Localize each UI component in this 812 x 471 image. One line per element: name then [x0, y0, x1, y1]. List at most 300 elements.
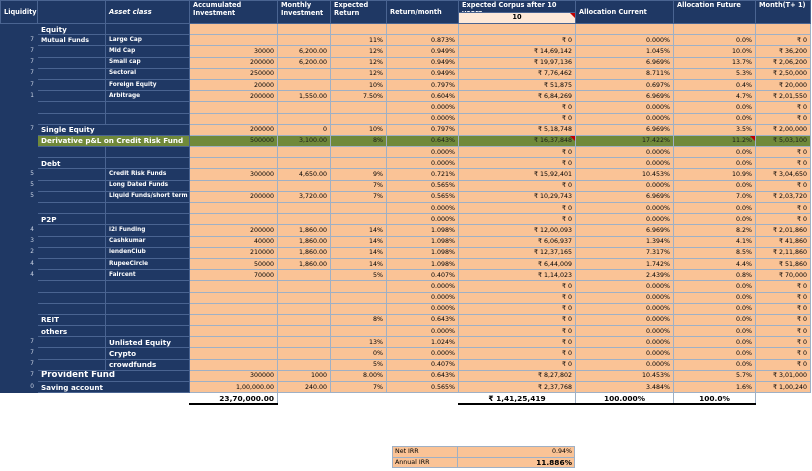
- expected-return-cell[interactable]: 14%: [331, 236, 387, 247]
- allocation-future-cell[interactable]: 0.0%: [674, 314, 756, 325]
- expected-return-cell[interactable]: 7%: [331, 191, 387, 202]
- allocation-current-cell[interactable]: 0.000%: [576, 214, 674, 225]
- corpus-cell[interactable]: ₹ 1,14,023: [459, 270, 576, 281]
- asset-class-header[interactable]: Asset class: [106, 1, 190, 24]
- expected-return-cell[interactable]: [331, 24, 387, 35]
- month-t1-cell[interactable]: ₹ 70,000: [756, 270, 811, 281]
- allocation-future-cell[interactable]: 8.5%: [674, 247, 756, 258]
- expected-return-cell[interactable]: [331, 214, 387, 225]
- allocation-current-cell[interactable]: [576, 24, 674, 35]
- allocation-current-cell[interactable]: 2.439%: [576, 270, 674, 281]
- asset-cell[interactable]: [106, 314, 190, 325]
- return-month-cell[interactable]: 0.643%: [387, 135, 459, 146]
- month-t1-cell[interactable]: ₹ 51,860: [756, 258, 811, 269]
- monthly-cell[interactable]: 1,550.00: [278, 91, 331, 102]
- monthly-cell[interactable]: 0: [278, 124, 331, 135]
- return-month-cell[interactable]: 0.407%: [387, 270, 459, 281]
- asset-cell[interactable]: Long Dated Funds: [106, 180, 190, 191]
- corpus-cell[interactable]: ₹ 0: [459, 303, 576, 314]
- liquidity-cell[interactable]: 7: [1, 79, 38, 90]
- category-cell[interactable]: [38, 68, 106, 79]
- month-t1-cell[interactable]: ₹ 0: [756, 314, 811, 325]
- liquidity-cell[interactable]: 2: [1, 247, 38, 258]
- expected-return-cell[interactable]: 12%: [331, 57, 387, 68]
- accumulated-cell[interactable]: [190, 24, 278, 35]
- allocation-future-cell[interactable]: 13.7%: [674, 57, 756, 68]
- liquidity-cell[interactable]: 5: [1, 191, 38, 202]
- accumulated-cell[interactable]: [190, 158, 278, 169]
- accumulated-cell[interactable]: [190, 348, 278, 359]
- asset-cell[interactable]: Foreign Equity: [106, 79, 190, 90]
- liquidity-cell[interactable]: [1, 214, 38, 225]
- asset-cell[interactable]: Arbitrage: [106, 91, 190, 102]
- expected-return-cell[interactable]: 9%: [331, 169, 387, 180]
- liquidity-cell[interactable]: [1, 158, 38, 169]
- liquidity-cell[interactable]: 7: [1, 348, 38, 359]
- allocation-future-cell[interactable]: 0.0%: [674, 35, 756, 46]
- liquidity-cell[interactable]: [1, 147, 38, 158]
- liquidity-cell[interactable]: 4: [1, 225, 38, 236]
- accumulated-cell[interactable]: 210000: [190, 247, 278, 258]
- allocation-future-cell[interactable]: 1.6%: [674, 382, 756, 393]
- allocation-current-cell[interactable]: 1.742%: [576, 258, 674, 269]
- category-cell[interactable]: [38, 180, 106, 191]
- asset-cell[interactable]: Faircent: [106, 270, 190, 281]
- expected-return-cell[interactable]: 12%: [331, 46, 387, 57]
- expected-return-cell[interactable]: 10%: [331, 124, 387, 135]
- allocation-future-cell[interactable]: 0.0%: [674, 113, 756, 124]
- month-t1-cell[interactable]: ₹ 0: [756, 359, 811, 370]
- category-cell[interactable]: [38, 236, 106, 247]
- return-month-cell[interactable]: 0.000%: [387, 348, 459, 359]
- monthly-cell[interactable]: [278, 359, 331, 370]
- return-month-cell[interactable]: 0.000%: [387, 326, 459, 337]
- category-cell[interactable]: [38, 303, 106, 314]
- corpus-cell[interactable]: ₹ 0: [459, 314, 576, 325]
- corpus-cell[interactable]: ₹ 0: [459, 359, 576, 370]
- allocation-current-cell[interactable]: 0.000%: [576, 113, 674, 124]
- allocation-future-cell[interactable]: 0.0%: [674, 326, 756, 337]
- return-month-cell[interactable]: 0.407%: [387, 359, 459, 370]
- monthly-cell[interactable]: [278, 68, 331, 79]
- monthly-cell[interactable]: [278, 79, 331, 90]
- accumulated-cell[interactable]: [190, 281, 278, 292]
- accumulated-cell[interactable]: [190, 359, 278, 370]
- category-cell[interactable]: Mutual Funds: [38, 35, 106, 46]
- asset-cell[interactable]: [106, 214, 190, 225]
- month-t1-cell[interactable]: ₹ 0: [756, 281, 811, 292]
- allocation-future-cell[interactable]: 0.8%: [674, 270, 756, 281]
- category-cell[interactable]: Derivative p&L on Credit Risk Fund: [38, 135, 190, 146]
- asset-cell[interactable]: Crypto: [106, 348, 190, 359]
- return-month-cell[interactable]: 0.565%: [387, 180, 459, 191]
- month-t1-cell[interactable]: ₹ 20,000: [756, 79, 811, 90]
- allocation-future-cell[interactable]: 10.9%: [674, 169, 756, 180]
- monthly-cell[interactable]: 4,650.00: [278, 169, 331, 180]
- monthly-cell[interactable]: 1,860.00: [278, 247, 331, 258]
- monthly-cell[interactable]: [278, 180, 331, 191]
- accumulated-cell[interactable]: [190, 203, 278, 214]
- allocation-future-cell[interactable]: 0.0%: [674, 147, 756, 158]
- expected-return-cell[interactable]: [331, 303, 387, 314]
- accumulated-cell[interactable]: [190, 326, 278, 337]
- asset-cell[interactable]: [106, 102, 190, 113]
- liquidity-cell[interactable]: 7: [1, 359, 38, 370]
- allocation-future-cell[interactable]: 0.0%: [674, 102, 756, 113]
- category-cell[interactable]: others: [38, 326, 106, 337]
- asset-cell[interactable]: [106, 203, 190, 214]
- return-month-cell[interactable]: 0.565%: [387, 382, 459, 393]
- category-cell[interactable]: [38, 247, 106, 258]
- accumulated-cell[interactable]: 40000: [190, 236, 278, 247]
- month-t1-cell[interactable]: ₹ 0: [756, 348, 811, 359]
- return-month-cell[interactable]: 1.098%: [387, 236, 459, 247]
- allocation-current-cell[interactable]: 3.484%: [576, 382, 674, 393]
- asset-cell[interactable]: Large Cap: [106, 35, 190, 46]
- category-cell[interactable]: [38, 113, 106, 124]
- return-month-cell[interactable]: 0.000%: [387, 102, 459, 113]
- total-allocation-future-cell[interactable]: 100.0%: [674, 393, 756, 405]
- return-month-cell[interactable]: 0.000%: [387, 303, 459, 314]
- liquidity-cell[interactable]: 7: [1, 35, 38, 46]
- category-cell[interactable]: [38, 57, 106, 68]
- liquidity-header[interactable]: Liquidity: [1, 1, 38, 24]
- monthly-cell[interactable]: 6,200.00: [278, 57, 331, 68]
- expected-return-cell[interactable]: 8%: [331, 135, 387, 146]
- category-cell[interactable]: [38, 91, 106, 102]
- expected-return-cell[interactable]: 14%: [331, 258, 387, 269]
- allocation-future-cell[interactable]: 4.4%: [674, 258, 756, 269]
- liquidity-cell[interactable]: 4: [1, 258, 38, 269]
- annual-irr-label[interactable]: Annual IRR: [393, 457, 458, 468]
- asset-cell[interactable]: [106, 113, 190, 124]
- net-irr-value[interactable]: 0.94%: [458, 447, 575, 458]
- liquidity-cell[interactable]: 0: [1, 382, 38, 393]
- expected-return-cell[interactable]: 8.00%: [331, 370, 387, 381]
- category-cell[interactable]: [38, 147, 106, 158]
- allocation-future-cell[interactable]: 4.7%: [674, 91, 756, 102]
- accumulated-cell[interactable]: 1,00,000.00: [190, 382, 278, 393]
- allocation-future-cell[interactable]: 0.0%: [674, 158, 756, 169]
- accumulated-cell[interactable]: 200000: [190, 91, 278, 102]
- liquidity-cell[interactable]: 7: [1, 337, 38, 348]
- allocation-current-cell[interactable]: 0.697%: [576, 79, 674, 90]
- month-t1-cell[interactable]: ₹ 0: [756, 147, 811, 158]
- accumulated-cell[interactable]: 200000: [190, 191, 278, 202]
- expected-return-cell[interactable]: [331, 158, 387, 169]
- liquidity-cell[interactable]: [1, 303, 38, 314]
- corpus-cell[interactable]: ₹ 10,29,743: [459, 191, 576, 202]
- expected-return-cell[interactable]: [331, 147, 387, 158]
- accumulated-cell[interactable]: 200000: [190, 57, 278, 68]
- corpus-cell[interactable]: ₹ 19,97,136: [459, 57, 576, 68]
- return-month-cell[interactable]: 0.000%: [387, 203, 459, 214]
- corpus-cell[interactable]: ₹ 14,69,142: [459, 46, 576, 57]
- expected-return-cell[interactable]: 5%: [331, 270, 387, 281]
- allocation-current-cell[interactable]: 1.394%: [576, 236, 674, 247]
- accumulated-cell[interactable]: [190, 35, 278, 46]
- allocation-future-cell[interactable]: 0.0%: [674, 214, 756, 225]
- month-t1-cell[interactable]: ₹ 41,860: [756, 236, 811, 247]
- liquidity-cell[interactable]: 7: [1, 124, 38, 135]
- corpus-cell[interactable]: ₹ 0: [459, 337, 576, 348]
- corpus-cell[interactable]: ₹ 5,18,748: [459, 124, 576, 135]
- monthly-cell[interactable]: 1,860.00: [278, 225, 331, 236]
- accumulated-cell[interactable]: 300000: [190, 169, 278, 180]
- monthly-cell[interactable]: [278, 270, 331, 281]
- total-allocation-current-cell[interactable]: 100.000%: [576, 393, 674, 405]
- allocation-current-cell[interactable]: 1.045%: [576, 46, 674, 57]
- month-t1-cell[interactable]: ₹ 3,01,000: [756, 370, 811, 381]
- monthly-cell[interactable]: 1000: [278, 370, 331, 381]
- allocation-current-cell[interactable]: 0.000%: [576, 35, 674, 46]
- monthly-cell[interactable]: [278, 281, 331, 292]
- month-t1-cell[interactable]: ₹ 2,11,860: [756, 247, 811, 258]
- month-t1-cell[interactable]: ₹ 5,03,100: [756, 135, 811, 146]
- category-cell[interactable]: [38, 281, 106, 292]
- return-month-cell[interactable]: 0.604%: [387, 91, 459, 102]
- allocation-current-cell[interactable]: 17.422%: [576, 135, 674, 146]
- allocation-current-cell[interactable]: 0.000%: [576, 314, 674, 325]
- category-cell[interactable]: [38, 270, 106, 281]
- allocation-future-cell[interactable]: 0.0%: [674, 359, 756, 370]
- monthly-cell[interactable]: [278, 24, 331, 35]
- allocation-future-cell[interactable]: 0.0%: [674, 348, 756, 359]
- corpus-cell[interactable]: ₹ 2,37,768: [459, 382, 576, 393]
- accumulated-cell[interactable]: [190, 102, 278, 113]
- allocation-future-cell[interactable]: 7.0%: [674, 191, 756, 202]
- allocation-future-cell[interactable]: 0.0%: [674, 203, 756, 214]
- return-month-cell[interactable]: 0.000%: [387, 292, 459, 303]
- allocation-current-cell[interactable]: 0.000%: [576, 180, 674, 191]
- accumulated-investment-header[interactable]: Accumulated Investment: [190, 1, 278, 24]
- corpus-cell[interactable]: ₹ 51,875: [459, 79, 576, 90]
- allocation-future-cell[interactable]: 8.2%: [674, 225, 756, 236]
- monthly-cell[interactable]: 6,200.00: [278, 46, 331, 57]
- return-month-cell[interactable]: 0.797%: [387, 79, 459, 90]
- asset-cell[interactable]: lendenClub: [106, 247, 190, 258]
- return-month-cell[interactable]: 0.643%: [387, 370, 459, 381]
- allocation-current-cell[interactable]: 0.000%: [576, 158, 674, 169]
- allocation-future-cell[interactable]: 0.0%: [674, 180, 756, 191]
- expected-return-cell[interactable]: [331, 326, 387, 337]
- expected-return-cell[interactable]: [331, 102, 387, 113]
- category-cell[interactable]: [38, 169, 106, 180]
- liquidity-cell[interactable]: 3: [1, 236, 38, 247]
- liquidity-cell[interactable]: 7: [1, 370, 38, 381]
- asset-cell[interactable]: Liquid Funds/short term: [106, 191, 190, 202]
- corpus-cell[interactable]: ₹ 12,00,093: [459, 225, 576, 236]
- return-month-cell[interactable]: 0.797%: [387, 124, 459, 135]
- liquidity-cell[interactable]: [1, 135, 38, 146]
- corpus-cell[interactable]: ₹ 6,44,009: [459, 258, 576, 269]
- liquidity-cell[interactable]: 5: [1, 169, 38, 180]
- accumulated-cell[interactable]: 200000: [190, 225, 278, 236]
- month-t1-header[interactable]: Month(T+ 1): [756, 1, 811, 24]
- accumulated-cell[interactable]: [190, 113, 278, 124]
- return-month-cell[interactable]: 0.000%: [387, 158, 459, 169]
- asset-cell[interactable]: Small cap: [106, 57, 190, 68]
- return-month-cell[interactable]: 0.000%: [387, 147, 459, 158]
- allocation-current-cell[interactable]: 0.000%: [576, 326, 674, 337]
- expected-return-cell[interactable]: 7%: [331, 180, 387, 191]
- corpus-cell[interactable]: ₹ 0: [459, 158, 576, 169]
- monthly-cell[interactable]: [278, 147, 331, 158]
- allocation-current-cell[interactable]: 6.969%: [576, 91, 674, 102]
- allocation-current-cell[interactable]: 6.969%: [576, 191, 674, 202]
- allocation-future-cell[interactable]: 4.1%: [674, 236, 756, 247]
- liquidity-cell[interactable]: [1, 203, 38, 214]
- allocation-current-header[interactable]: Allocation Current: [576, 1, 674, 24]
- month-t1-cell[interactable]: ₹ 3,04,650: [756, 169, 811, 180]
- corpus-cell[interactable]: ₹ 0: [459, 281, 576, 292]
- allocation-future-cell[interactable]: [674, 24, 756, 35]
- category-cell[interactable]: [38, 102, 106, 113]
- liquidity-cell[interactable]: [1, 102, 38, 113]
- net-irr-label[interactable]: Net IRR: [393, 447, 458, 458]
- monthly-cell[interactable]: [278, 314, 331, 325]
- expected-return-cell[interactable]: 8%: [331, 314, 387, 325]
- corpus-cell[interactable]: ₹ 12,37,165: [459, 247, 576, 258]
- liquidity-cell[interactable]: [1, 24, 38, 35]
- month-t1-cell[interactable]: ₹ 36,200: [756, 46, 811, 57]
- monthly-investment-header[interactable]: Monthly Investment: [278, 1, 331, 24]
- return-month-cell[interactable]: 1.098%: [387, 225, 459, 236]
- annual-irr-value[interactable]: 11.886%: [458, 457, 575, 468]
- expected-return-cell[interactable]: 12%: [331, 68, 387, 79]
- allocation-current-cell[interactable]: 0.000%: [576, 337, 674, 348]
- month-t1-cell[interactable]: ₹ 2,50,000: [756, 68, 811, 79]
- expected-return-cell[interactable]: [331, 203, 387, 214]
- monthly-cell[interactable]: [278, 214, 331, 225]
- allocation-current-cell[interactable]: 0.000%: [576, 359, 674, 370]
- monthly-cell[interactable]: [278, 203, 331, 214]
- asset-cell[interactable]: [106, 147, 190, 158]
- monthly-cell[interactable]: [278, 326, 331, 337]
- month-t1-cell[interactable]: ₹ 0: [756, 292, 811, 303]
- month-t1-cell[interactable]: ₹ 0: [756, 337, 811, 348]
- expected-return-cell[interactable]: 7.50%: [331, 91, 387, 102]
- allocation-current-cell[interactable]: 0.000%: [576, 303, 674, 314]
- accumulated-cell[interactable]: [190, 214, 278, 225]
- category-cell[interactable]: [38, 359, 106, 370]
- expected-return-cell[interactable]: 14%: [331, 247, 387, 258]
- asset-cell[interactable]: i2i Funding: [106, 225, 190, 236]
- return-month-cell[interactable]: 0.000%: [387, 214, 459, 225]
- category-cell[interactable]: [38, 191, 106, 202]
- accumulated-cell[interactable]: [190, 147, 278, 158]
- allocation-future-cell[interactable]: 0.0%: [674, 337, 756, 348]
- blank-header[interactable]: [38, 1, 106, 24]
- category-cell[interactable]: [38, 258, 106, 269]
- asset-cell[interactable]: [106, 24, 190, 35]
- liquidity-cell[interactable]: 7: [1, 57, 38, 68]
- month-t1-cell[interactable]: ₹ 0: [756, 203, 811, 214]
- expected-return-cell[interactable]: 5%: [331, 359, 387, 370]
- expected-return-cell[interactable]: [331, 292, 387, 303]
- allocation-current-cell[interactable]: 0.000%: [576, 292, 674, 303]
- allocation-current-cell[interactable]: 6.969%: [576, 57, 674, 68]
- expected-return-header[interactable]: Expected Return: [331, 1, 387, 24]
- monthly-cell[interactable]: 3,720.00: [278, 191, 331, 202]
- liquidity-cell[interactable]: [1, 326, 38, 337]
- allocation-future-cell[interactable]: 11.2%: [674, 135, 756, 146]
- expected-return-cell[interactable]: 14%: [331, 225, 387, 236]
- corpus-cell[interactable]: ₹ 0: [459, 102, 576, 113]
- return-month-cell[interactable]: 0.721%: [387, 169, 459, 180]
- monthly-cell[interactable]: 1,860.00: [278, 236, 331, 247]
- category-cell[interactable]: [38, 337, 106, 348]
- allocation-current-cell[interactable]: 6.969%: [576, 225, 674, 236]
- return-month-cell[interactable]: 0.949%: [387, 68, 459, 79]
- accumulated-cell[interactable]: 250000: [190, 68, 278, 79]
- allocation-future-cell[interactable]: 0.0%: [674, 292, 756, 303]
- accumulated-cell[interactable]: 50000: [190, 258, 278, 269]
- corpus-cell[interactable]: ₹ 8,27,802: [459, 370, 576, 381]
- asset-cell[interactable]: [106, 281, 190, 292]
- allocation-current-cell[interactable]: 0.000%: [576, 147, 674, 158]
- category-cell[interactable]: [38, 225, 106, 236]
- allocation-current-cell[interactable]: 0.000%: [576, 348, 674, 359]
- category-cell[interactable]: Provident Fund: [38, 370, 190, 381]
- return-month-cell[interactable]: 0.949%: [387, 46, 459, 57]
- accumulated-cell[interactable]: 300000: [190, 370, 278, 381]
- allocation-current-cell[interactable]: 0.000%: [576, 281, 674, 292]
- expected-return-cell[interactable]: [331, 113, 387, 124]
- corpus-cell[interactable]: [459, 24, 576, 35]
- asset-cell[interactable]: [106, 303, 190, 314]
- category-cell[interactable]: [38, 292, 106, 303]
- allocation-current-cell[interactable]: 0.000%: [576, 203, 674, 214]
- category-cell[interactable]: [38, 79, 106, 90]
- asset-cell[interactable]: RupeeCircle: [106, 258, 190, 269]
- expected-corpus-header[interactable]: [459, 1, 576, 24]
- liquidity-cell[interactable]: 5: [1, 180, 38, 191]
- accumulated-cell[interactable]: 70000: [190, 270, 278, 281]
- return-month-cell[interactable]: 0.873%: [387, 35, 459, 46]
- corpus-cell[interactable]: ₹ 0: [459, 214, 576, 225]
- liquidity-cell[interactable]: 7: [1, 68, 38, 79]
- monthly-cell[interactable]: 3,100.00: [278, 135, 331, 146]
- allocation-current-cell[interactable]: 6.969%: [576, 124, 674, 135]
- allocation-future-cell[interactable]: 5.7%: [674, 370, 756, 381]
- corpus-cell[interactable]: ₹ 0: [459, 348, 576, 359]
- expected-return-cell[interactable]: 10%: [331, 79, 387, 90]
- month-t1-cell[interactable]: ₹ 2,01,860: [756, 225, 811, 236]
- accumulated-cell[interactable]: [190, 180, 278, 191]
- corpus-cell[interactable]: ₹ 16,37,848: [459, 135, 576, 146]
- expected-return-cell[interactable]: 11%: [331, 35, 387, 46]
- month-t1-cell[interactable]: ₹ 2,06,200: [756, 57, 811, 68]
- return-month-cell[interactable]: 0.565%: [387, 191, 459, 202]
- accumulated-cell[interactable]: [190, 303, 278, 314]
- month-t1-cell[interactable]: [756, 24, 811, 35]
- accumulated-cell[interactable]: 30000: [190, 46, 278, 57]
- corpus-cell[interactable]: ₹ 0: [459, 180, 576, 191]
- monthly-cell[interactable]: [278, 337, 331, 348]
- monthly-cell[interactable]: [278, 348, 331, 359]
- allocation-future-cell[interactable]: 10.0%: [674, 46, 756, 57]
- allocation-current-cell[interactable]: 8.711%: [576, 68, 674, 79]
- asset-cell[interactable]: Sectoral: [106, 68, 190, 79]
- allocation-current-cell[interactable]: 0.000%: [576, 102, 674, 113]
- month-t1-cell[interactable]: ₹ 0: [756, 158, 811, 169]
- allocation-future-cell[interactable]: 0.4%: [674, 79, 756, 90]
- allocation-future-header[interactable]: Allocation Future: [674, 1, 756, 24]
- accumulated-cell[interactable]: [190, 314, 278, 325]
- category-cell[interactable]: REIT: [38, 314, 106, 325]
- expected-return-cell[interactable]: 13%: [331, 337, 387, 348]
